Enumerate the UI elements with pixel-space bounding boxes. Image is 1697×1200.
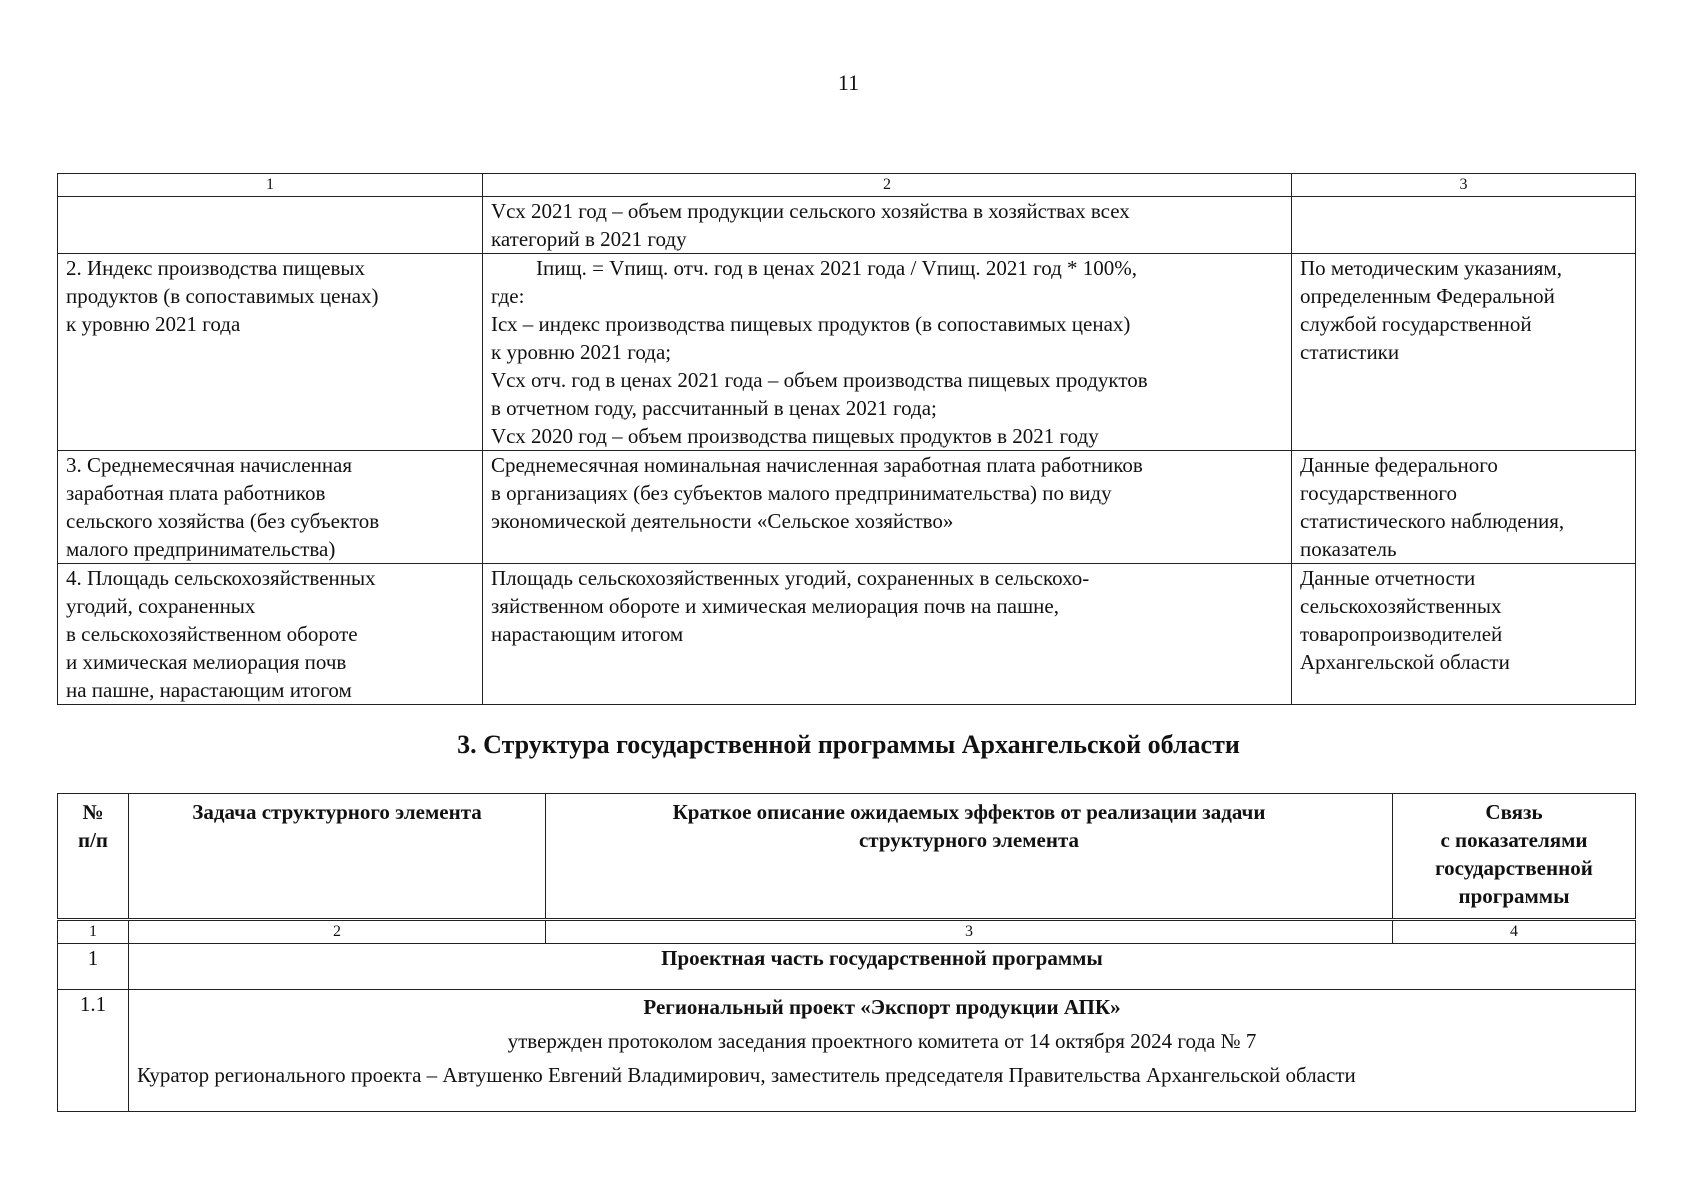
header-num xyxy=(58,794,129,919)
text-line: продуктов (в сопоставимых ценах) xyxy=(66,284,379,308)
text-line: структурного элемента xyxy=(858,828,1080,852)
indicator-name-cell xyxy=(58,564,483,705)
column-numbers-row xyxy=(58,921,1636,944)
text-line: программы xyxy=(1458,884,1570,908)
text-line: к уровню 2021 года xyxy=(66,312,241,336)
text-line: экономической деятельности «Сельское хозяйство» xyxy=(491,509,954,533)
formula-line: Iпищ. = Vпищ. отч. год в ценах 2021 года / Vпищ. 2021 год * 100%, xyxy=(536,256,1138,280)
text-line: с показателями xyxy=(1440,828,1588,852)
project-cell xyxy=(129,990,1636,1112)
text-line: сельского хозяйства (без субъектов xyxy=(66,509,380,533)
text-line: Задача структурного элемента xyxy=(192,800,482,824)
method-cell xyxy=(483,451,1292,564)
page-number: 11 xyxy=(837,70,860,95)
text-line: угодий, сохраненных xyxy=(66,594,256,618)
indicator-name-cell xyxy=(58,197,483,254)
text-line: на пашне, нарастающим итогом xyxy=(66,678,352,702)
project-approval: утвержден протоколом заседания проектного комитета от 14 октября 2024 года № 7 xyxy=(507,1029,1257,1053)
column-number: 1 xyxy=(58,174,483,197)
text-line: определенным Федеральной xyxy=(1300,284,1555,308)
table-row xyxy=(58,451,1636,564)
table-row xyxy=(58,944,1636,990)
text-line: заработная плата работников xyxy=(66,481,326,505)
text-line: Краткое описание ожидаемых эффектов от реализации задачи xyxy=(672,800,1266,824)
text-line: в сельскохозяйственном обороте xyxy=(66,622,358,646)
column-numbers-row xyxy=(58,174,1636,197)
method-cell xyxy=(483,254,1292,451)
header-row xyxy=(58,794,1636,919)
text-line: Vсх 2020 год – объем производства пищевых продуктов в 2021 году xyxy=(491,424,1099,448)
text-line: № xyxy=(82,800,104,824)
column-number: 3 xyxy=(1292,174,1636,197)
text-line: категорий в 2021 году xyxy=(491,227,687,251)
text-line: государственной xyxy=(1435,856,1593,880)
indicator-name-cell xyxy=(58,254,483,451)
text-line: товаропроизводителей xyxy=(1300,622,1503,646)
structure-table xyxy=(57,920,1636,1112)
table-row xyxy=(58,254,1636,451)
source-cell xyxy=(1292,197,1636,254)
text-line: показатель xyxy=(1300,537,1397,561)
header-description xyxy=(546,794,1393,919)
text-line: малого предпринимательства) xyxy=(66,537,336,561)
header-link xyxy=(1393,794,1636,919)
column-number: 2 xyxy=(483,174,1292,197)
indicator-name-cell xyxy=(58,451,483,564)
method-cell xyxy=(483,564,1292,705)
text-line: зяйственном обороте и химическая мелиорация почв на пашне, xyxy=(491,594,1059,618)
text-line: Данные федерального xyxy=(1300,453,1498,477)
text-line: службой государственной xyxy=(1300,312,1532,336)
table-row xyxy=(58,990,1636,1112)
text-line: статистического наблюдения, xyxy=(1300,509,1565,533)
project-curator: Куратор регионального проекта – Автушенко Евгений Владимирович, заместитель председателя Правительства Архангельской области xyxy=(137,1063,1356,1087)
text-line: Vсх 2021 год – объем продукции сельского хозяйства в хозяйствах всех xyxy=(491,199,1130,223)
section-title: 3. Структура государственной программы Архангельской области xyxy=(457,730,1240,759)
text-line: Архангельской области xyxy=(1300,650,1510,674)
text-line: и химическая мелиорация почв xyxy=(66,650,347,674)
text-line: п/п xyxy=(77,828,109,852)
project-title: Региональный проект «Экспорт продукции АПК» xyxy=(643,995,1121,1019)
text-line: Vсх отч. год в ценах 2021 года – объем производства пищевых продуктов xyxy=(491,368,1148,392)
structure-header-table xyxy=(57,793,1636,919)
method-cell xyxy=(483,197,1292,254)
part-title: Проектная часть государственной программы xyxy=(129,944,1636,990)
column-number: 4 xyxy=(1393,921,1636,944)
table-row xyxy=(58,564,1636,705)
text-line: Среднемесячная номинальная начисленная заработная плата работников xyxy=(491,453,1143,477)
column-number: 1 xyxy=(58,921,129,944)
text-line: в организациях (без субъектов малого предпринимательства) по виду xyxy=(491,481,1112,505)
source-cell xyxy=(1292,254,1636,451)
row-number: 1 xyxy=(58,944,129,990)
text-line: где: xyxy=(491,284,525,308)
text-line: Данные отчетности xyxy=(1300,566,1476,590)
indicators-table xyxy=(57,173,1636,705)
text-line: 2. Индекс производства пищевых xyxy=(66,256,365,280)
header-task xyxy=(129,794,546,919)
text-line: Площадь сельскохозяйственных угодий, сохраненных в сельскохо- xyxy=(491,566,1090,590)
text-line: Iсх – индекс производства пищевых продуктов (в сопоставимых ценах) xyxy=(491,312,1131,336)
text-line: Связь xyxy=(1485,800,1543,824)
text-line: статистики xyxy=(1300,340,1400,364)
column-number: 3 xyxy=(546,921,1393,944)
text-line: нарастающим итогом xyxy=(491,622,684,646)
text-line: в отчетном году, рассчитанный в ценах 2021 года; xyxy=(491,396,937,420)
column-number: 2 xyxy=(129,921,546,944)
source-cell xyxy=(1292,564,1636,705)
row-number: 1.1 xyxy=(58,990,129,1112)
text-line: к уровню 2021 года; xyxy=(491,340,672,364)
text-line: По методическим указаниям, xyxy=(1300,256,1562,280)
text-line: государственного xyxy=(1300,481,1458,505)
source-cell xyxy=(1292,451,1636,564)
text-line: 4. Площадь сельскохозяйственных xyxy=(66,566,376,590)
text-line: сельскохозяйственных xyxy=(1300,594,1502,618)
table-row xyxy=(58,197,1636,254)
text-line: 3. Среднемесячная начисленная xyxy=(66,453,353,477)
